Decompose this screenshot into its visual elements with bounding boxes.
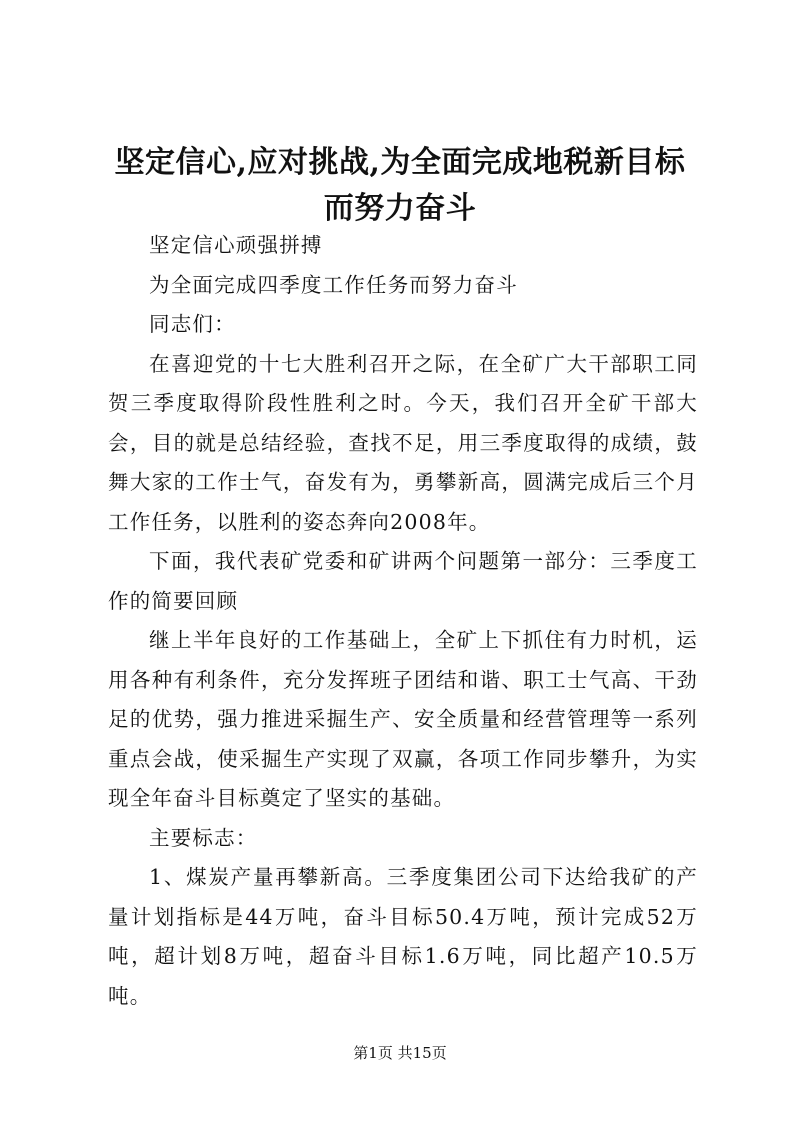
page-number: 第1页 共15页 bbox=[353, 1044, 447, 1062]
paragraph-subtitle-2: 为全面完成四季度工作任务而努力奋斗 bbox=[149, 272, 518, 297]
paragraph-main-signs: 主要标志： bbox=[149, 825, 258, 850]
paragraph-intro: 在喜迎党的十七大胜利召开之际，在全矿广大干部职工同贺三季度取得阶段性胜利之时。今天，我们召开全矿干部大会，目的就是总结经验，查找不足，用三季度取得的成绩，鼓舞大家的工作士气，奋发有为，勇攀新高，圆满完成后三个月工作任务，以胜利的姿态奔向2008年。 bbox=[108, 351, 698, 534]
paragraph-part-one: 下面，我代表矿党委和矿讲两个问题第一部分：三季度工作的简要回顾 bbox=[108, 549, 698, 613]
paragraph-coal-output: 1、煤炭产量再攀新高。三季度集团公司下达给我矿的产量计划指标是44万吨，奋斗目标50.4万吨，预计完成52万吨，超计划8万吨，超奋斗目标1.6万吨，同比超产10.5万吨。 bbox=[108, 865, 698, 1008]
paragraph-review: 继上半年良好的工作基础上，全矿上下抓住有力时机，运用各种有利条件，充分发挥班子团结和谐、职工士气高、干劲足的优势，强力推进采掘生产、安全质量和经营管理等一系列重点会战，使采掘生产实现了双赢，各项工作同步攀升，为实现全年奋斗目标奠定了坚实的基础。 bbox=[108, 628, 698, 810]
paragraph-salutation: 同志们： bbox=[149, 312, 236, 336]
document-title: 坚定信心,应对挑战,为全面完成地税新目标而努力奋斗 bbox=[114, 145, 686, 226]
paragraph-subtitle-1: 坚定信心顽强拼搏 bbox=[149, 233, 323, 257]
document-body bbox=[108, 226, 698, 1016]
